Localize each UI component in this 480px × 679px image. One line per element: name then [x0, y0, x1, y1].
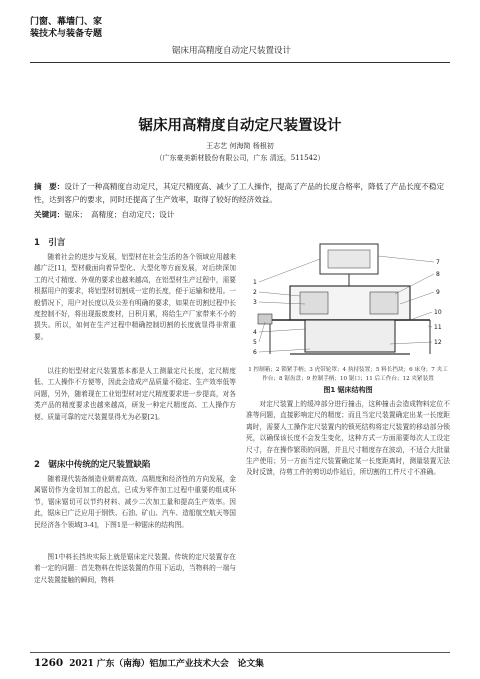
section-1-paragraph-1: 随着社会的进步与发展，铝型材在社会生活的各个领域应用越来越广泛[1]，型材截面向着异型化、大型化等方面发展，对后续深加工的尺寸精度、外观的要求也越来越高，在铝型材生产过程中，需要根据用户的要求，将铝型材切割成一定的长度，便于运输和使用。一般情况下，用户对长度以及公差有明确的要求，如果在切割过程中长度控制不好，将出现报废废材，日积月累，将给生产厂家带来不小的损失。所以，如何在生产过程中精确控制切割的长度就显得非常重要。 [34, 253, 236, 341]
section-1-heading: 1 引言 [34, 238, 66, 248]
callout-11: 11 [434, 324, 442, 331]
abstract-label: 摘 要： [34, 182, 65, 191]
callout-3: 3 [253, 299, 257, 306]
header-rule [30, 62, 450, 63]
callout-12: 12 [434, 339, 442, 346]
footer-text: 2021 广东（南海）铝加工产业技术大会 论文集 [69, 659, 264, 669]
section-2-paragraph-1: 随着现代装备制造业朝着高效、高精度和经济性的方向发展，金属锯切作为金切加工的起点，已成为零件加工过程中重要的组成环节，锯床锯切可以节约材料、减少二次加工量和提高生产效率。因此，锯床已广泛应用于钢铁、石油、矿山、汽车、造船航空航天等国民经济各个领域[3-4]，下图1是一种锯床的结构图。 [34, 475, 236, 529]
keywords [34, 208, 448, 221]
callout-5: 5 [253, 339, 257, 346]
sawing-machine-figure [250, 234, 448, 364]
abstract-text: 设计了一种高精度自动定尺，其定尺精度高、减少了工人操作，提高了产品的长度合格率，降低了产品长度不稳定性，达到客户的要求，同时还提高了生产效率，取得了较好的经济效益。 [34, 182, 445, 204]
callout-6: 6 [253, 349, 257, 356]
column-label-line1: 门窗、幕墙门、家 [30, 17, 103, 27]
section-2-heading: 2 锯床中传统的定尺装置缺陷 [34, 460, 151, 470]
footer [34, 656, 264, 669]
callout-7: 7 [436, 259, 440, 266]
column-label [30, 16, 102, 40]
authors: 王志艺 何海简 杨根初 [206, 142, 274, 150]
section-2-paragraph-2: 图1中料长挡块实际上就是锯床定尺装置。传统的定尺装置存在着一定的问题：首先物料在传送装置的作用下运动，当物料的一端与定尺装置接触的瞬间，物料 [34, 553, 236, 584]
column-label-line2: 装技术与装备专题 [30, 29, 103, 39]
callout-2: 2 [253, 289, 257, 296]
figure-title: 图1 锯床结构图 [323, 386, 373, 394]
affiliation: （广东豪美新材股份有限公司，广东 清远，511542） [155, 154, 325, 162]
running-title: 锯床用高精度自动定尺装置设计 [172, 46, 292, 56]
paper-title: 锯床用高精度自动定尺装置设计 [138, 118, 342, 134]
page-number: 1260 [34, 657, 64, 669]
callout-10: 10 [434, 309, 442, 316]
abstract [34, 180, 448, 206]
keywords-text: 锯床； 高精度；自动定尺；设计 [64, 210, 175, 219]
callout-8: 8 [436, 271, 440, 278]
wheel-guard [300, 292, 328, 314]
callout-4: 4 [253, 329, 257, 336]
wheel-guard-2 [370, 292, 398, 314]
keywords-label: 关键词： [34, 210, 65, 219]
control-panel [328, 250, 370, 268]
callout-9: 9 [436, 289, 440, 296]
figure-caption: 1 控制箱；2 锁紧手柄；3 虎带轮罩；4 执持装置；5 料长挡块；6 床身；7 夹工作台；8 锯齿盘；9 控制手柄；10 锯口；11 后工作台；12 夹紧装置 [248, 367, 448, 382]
callout-1: 1 [253, 279, 257, 286]
section-1-paragraph-2: 以往的铝型材定尺装置基本都是人工测量定尺长度，定尺精度低、工人操作不方便等，因此会造成产品质量不稳定、生产效率低等问题，另外，随着现在工业铝型材对定尺精度要求进一步提高，对各类产品的精度要求也越来越高，研发一种定尺精度高、工人操作方便、质量可靠的定尺装置显得尤为必要[2]。 [34, 367, 236, 421]
footer-rule [30, 652, 450, 653]
machine-body [305, 320, 395, 352]
section-2-right-paragraph: 对定尺装置上的缓冲部分进行撞击，这种撞击会造成物料定位不准等问题，直接影响定尺的精度；而且当定尺装置确定出某一长度距离时，需要人工操作定尺装置内的锁死结构将定尺装置的移动部分锁死，以确保该长度不会发生变化，这种方式一方面需要每次人工设定尺寸，存在操作繁琐的问题，并且尺寸精度存在波动，不适合大批量生产使用；另一方面当定尺装置确定某一长度距离时，测量装置无法及时反馈，待剪工件的剪切动作延后，所切割的工件尺寸不准确。 [246, 400, 450, 477]
